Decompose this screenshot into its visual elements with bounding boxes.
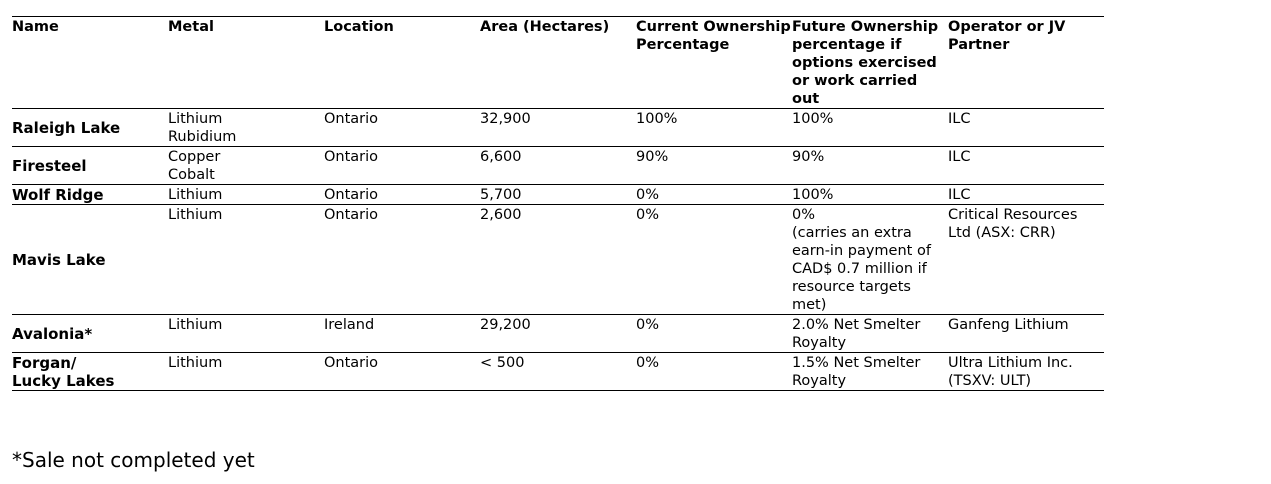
cell-location: Ontario bbox=[324, 205, 480, 315]
cell-name: Wolf Ridge bbox=[12, 185, 168, 205]
cell-location: Ontario bbox=[324, 109, 480, 147]
cell-current: 0% bbox=[636, 205, 792, 315]
cell-location: Ontario bbox=[324, 185, 480, 205]
cell-location: Ontario bbox=[324, 353, 480, 391]
properties-table bbox=[12, 16, 1104, 391]
cell-name: Forgan/ Lucky Lakes bbox=[12, 353, 168, 391]
table-row bbox=[12, 185, 1104, 205]
cell-location: Ontario bbox=[324, 147, 480, 185]
cell-metal: Lithium bbox=[168, 315, 324, 353]
header-row bbox=[12, 17, 1104, 109]
header-name: Name bbox=[12, 17, 168, 109]
table-row bbox=[12, 205, 1104, 315]
cell-metal: Lithium bbox=[168, 353, 324, 391]
cell-current: 90% bbox=[636, 147, 792, 185]
cell-future: 90% bbox=[792, 147, 948, 185]
cell-name: Mavis Lake bbox=[12, 205, 168, 315]
cell-metal: Lithium bbox=[168, 185, 324, 205]
cell-operator: Critical Resources Ltd (ASX: CRR) bbox=[948, 205, 1104, 315]
cell-name: Avalonia* bbox=[12, 315, 168, 353]
properties-document bbox=[12, 16, 1104, 391]
cell-name: Firesteel bbox=[12, 147, 168, 185]
footnote: *Sale not completed yet bbox=[12, 448, 255, 472]
cell-area: < 500 bbox=[480, 353, 636, 391]
cell-metal: Lithium bbox=[168, 205, 324, 315]
header-metal: Metal bbox=[168, 17, 324, 109]
cell-operator: Ultra Lithium Inc. (TSXV: ULT) bbox=[948, 353, 1104, 391]
header-location: Location bbox=[324, 17, 480, 109]
cell-operator: ILC bbox=[948, 109, 1104, 147]
cell-area: 29,200 bbox=[480, 315, 636, 353]
cell-current: 0% bbox=[636, 185, 792, 205]
cell-area: 5,700 bbox=[480, 185, 636, 205]
table-row bbox=[12, 315, 1104, 353]
header-area: Area (Hectares) bbox=[480, 17, 636, 109]
cell-name: Raleigh Lake bbox=[12, 109, 168, 147]
cell-metal: Copper Cobalt bbox=[168, 147, 324, 185]
cell-location: Ireland bbox=[324, 315, 480, 353]
cell-current: 0% bbox=[636, 353, 792, 391]
cell-operator: ILC bbox=[948, 147, 1104, 185]
cell-area: 2,600 bbox=[480, 205, 636, 315]
cell-operator: ILC bbox=[948, 185, 1104, 205]
cell-current: 0% bbox=[636, 315, 792, 353]
cell-future: 1.5% Net Smelter Royalty bbox=[792, 353, 948, 391]
cell-current: 100% bbox=[636, 109, 792, 147]
table-row bbox=[12, 147, 1104, 185]
header-current-ownership: Current Ownership Percentage bbox=[636, 17, 792, 109]
cell-future: 0% (carries an extra earn-in payment of CAD$ 0.7 million if resource targets met) bbox=[792, 205, 948, 315]
cell-area: 32,900 bbox=[480, 109, 636, 147]
cell-area: 6,600 bbox=[480, 147, 636, 185]
cell-future: 100% bbox=[792, 185, 948, 205]
header-operator: Operator or JV Partner bbox=[948, 17, 1104, 109]
cell-metal: Lithium Rubidium bbox=[168, 109, 324, 147]
cell-operator: Ganfeng Lithium bbox=[948, 315, 1104, 353]
cell-future: 2.0% Net Smelter Royalty bbox=[792, 315, 948, 353]
table-row bbox=[12, 353, 1104, 391]
cell-future: 100% bbox=[792, 109, 948, 147]
header-future-ownership: Future Ownership percentage if options exercised or work carried out bbox=[792, 17, 948, 109]
table-row bbox=[12, 109, 1104, 147]
